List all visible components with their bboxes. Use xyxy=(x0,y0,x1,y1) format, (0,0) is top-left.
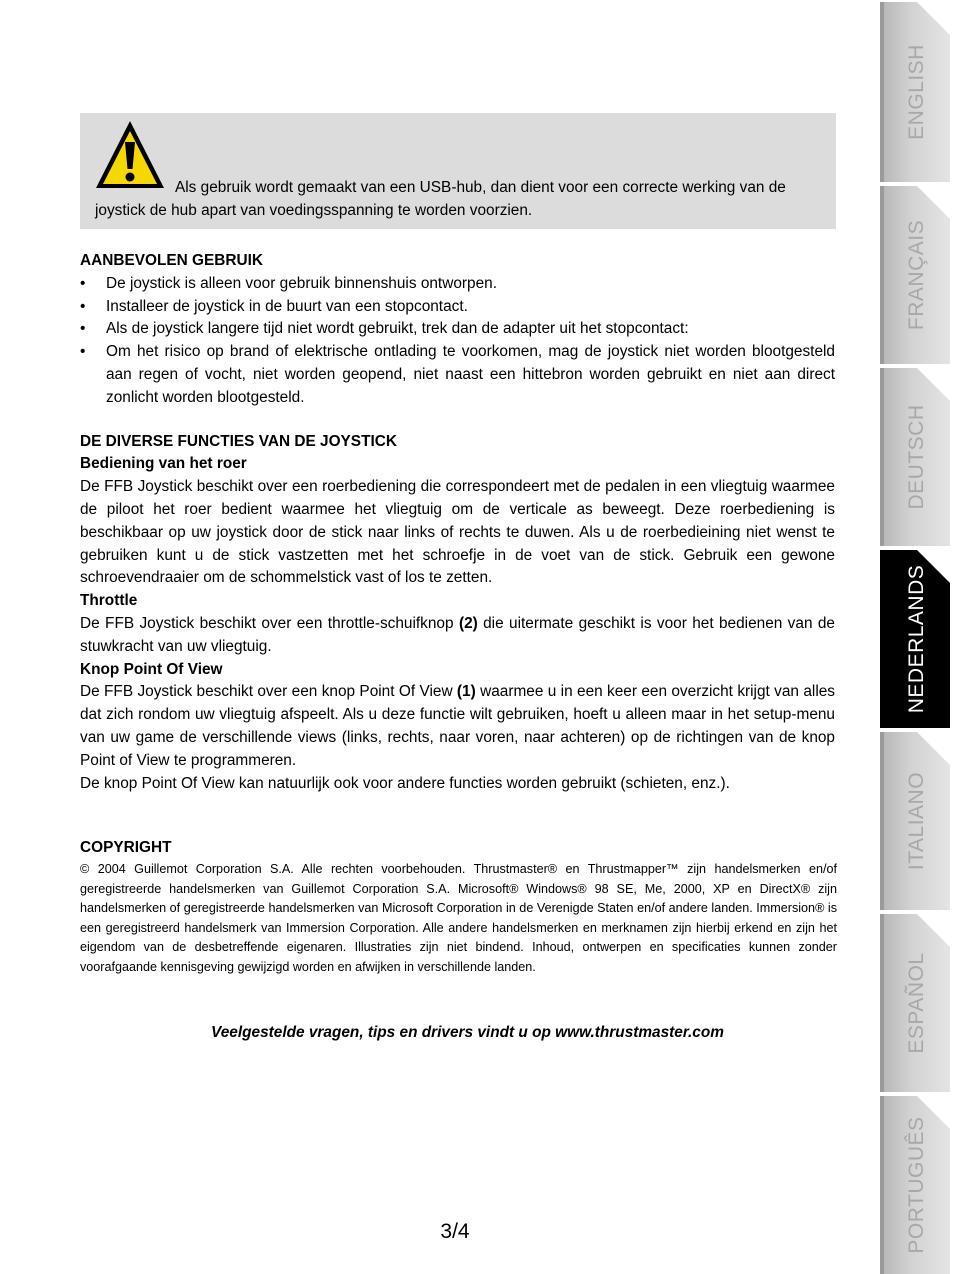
functions-heading: DE DIVERSE FUNCTIES VAN DE JOYSTICK xyxy=(80,432,397,450)
tab-label: FRANÇAIS xyxy=(905,219,928,331)
language-tabs xyxy=(880,0,954,1274)
rudder-text: De FFB Joystick beschikt over een roerbediening die correspondeert met de pedalen in een vliegtuig waarmee de piloot het roer bedient waarmee het vliegtuig om de verticale as beweegt. Deze roerbediening is beschikbaar op uw joystick door de stick naar links of rechts te duwen. Als u de roerbedieining niet wenst te gebruiken kunt u de stick vastzetten met het schroefje in de voet van de stick. Gebruik een gewone schroevendraaier om de schommelstick vast of los te zetten. xyxy=(80,478,835,587)
tab-label: DEUTSCH xyxy=(905,404,928,510)
recommended-list xyxy=(80,273,835,410)
list-item: • De joystick is alleen voor gebruik binnenshuis ontworpen. xyxy=(80,274,497,292)
tab-espanol[interactable] xyxy=(880,914,950,1092)
copyright-heading: COPYRIGHT xyxy=(80,839,172,857)
tab-english[interactable] xyxy=(880,2,950,182)
tab-deutsch[interactable] xyxy=(880,368,950,546)
page-number: 3/4 xyxy=(440,1220,470,1243)
throttle-heading: Throttle xyxy=(80,592,138,610)
tab-label: PORTUGUÊS xyxy=(905,1116,928,1254)
tab-nederlands[interactable] xyxy=(880,550,950,728)
faq-line: Veelgestelde vragen, tips en drivers vindt u op www.thrustmaster.com xyxy=(211,1024,724,1041)
throttle-text: De FFB Joystick beschikt over een throttle-schuifknop (2) die uitermate geschikt is voor het bedienen van de stuwkracht van uw vliegtuig. xyxy=(80,614,835,655)
list-item: • Installeer de joystick in de buurt van een stopcontact. xyxy=(80,297,468,315)
rudder-heading: Bediening van het roer xyxy=(80,455,247,473)
tab-label: ENGLISH xyxy=(905,44,928,140)
recommended-heading: AANBEVOLEN GEBRUIK xyxy=(80,252,263,269)
list-item: • Om het risico op brand of elektrische ontlading te voorkomen, mag de joystick niet worden blootgesteld aan regen of vocht, niet worden geopend, niet naast een hittebron worden gebruikt en niet aan direct zonlicht worden blootgesteld. xyxy=(80,343,835,406)
tab-italiano[interactable] xyxy=(880,732,950,910)
pov-heading: Knop Point Of View xyxy=(80,660,223,678)
tab-label: ITALIANO xyxy=(905,771,928,871)
tab-label: NEDERLANDS xyxy=(905,564,928,714)
main-content xyxy=(80,250,835,977)
tab-francais[interactable] xyxy=(880,186,950,364)
tab-portugues[interactable] xyxy=(880,1096,950,1274)
warning-text: Als gebruik wordt gemaakt van een USB-hub, dan dient voor een correcte werking van de joystick de hub apart van voedingsspanning te worden voorzien. xyxy=(95,179,786,219)
pov-text-2: De knop Point Of View kan natuurlijk ook voor andere functies worden gebruikt (schieten, enz.). xyxy=(80,774,730,792)
warning-box xyxy=(80,113,836,229)
pov-text: De FFB Joystick beschikt over een knop Point Of View (1) waarmee u in een keer een overzicht krijgt van alles dat zich rondom uw vliegtuig afspeelt. Als u deze functie wilt gebruiken, hoeft u alleen maar in het setup-menu van uw game de verschillende views (links, rechts, naar voren, naar achteren) op de richtingen van de knop Point of View te programmeren. xyxy=(80,683,835,769)
list-item: • Als de joystick langere tijd niet wordt gebruikt, trek dan de adapter uit het stopcontact: xyxy=(80,320,689,338)
tab-label: ESPAÑOL xyxy=(905,952,928,1054)
copyright-text: © 2004 Guillemot Corporation S.A. Alle rechten voorbehouden. Thrustmaster® en Thrustmapper™ zijn handelsmerken en/of geregistreerde handelsmerken van Guillemot Corporation S.A. Microsoft® Windows® 98 SE, Me, 2000, XP en DirectX® zijn handelsmerken of geregistreerde handelsmerken van Microsoft Corporation in de Verenigde Staten en/of andere landen. Immersion® is een geregistreerd handelsmerk van Immersion Corporation. Alle andere handelsmerken en merknamen zijn hierbij erkend en zijn het eigendom van de desbetreffende eigenaren. Illustraties zijn niet bindend. Inhoud, ontwerpen en specificaties kunnen zonder voorafgaande kennisgeving gewijzigd worden en afwijken in verschillende landen. xyxy=(80,862,837,974)
